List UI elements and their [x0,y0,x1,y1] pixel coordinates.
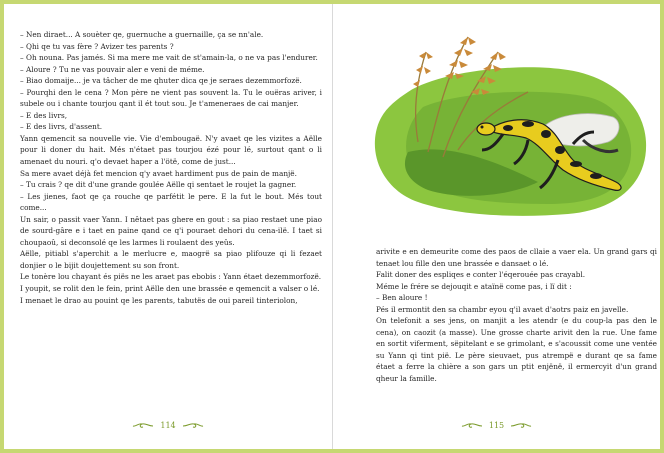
paragraph: I menaet le drao au pouint qe les parents, tabutës de oui pareil tinteriolon, [20,295,298,305]
page-number: 115 [488,421,505,430]
right-page [333,4,660,449]
paragraph: Sa mere avaet déjà fet mencion q'y avaet hardiment pus de pain de manjë. [20,168,297,178]
ornament-left-icon [132,422,154,430]
paragraph: – Biao domaije... je va tâcher de me qhuter dica qe je seraes dezemmorfozë. [20,76,302,86]
salamander-illustration [368,32,648,217]
paragraph: Yann qemencit sa nouvelle vie. Vie d'embougaë. N'y avaet qe les vizites a Aëlle pour li doner du hait. Més n'étaet pas tourjou ézé pour lé, surtout qant o li amenaet du nouri. q'o devaet haper a l'ötë, come de just... [20,133,322,167]
paragraph: – E des livrs, d'assent. [20,122,103,132]
left-page-text [20,29,322,306]
left-page-footer [4,421,332,430]
paragraph: Méme le frére se dejouqit e ataïnë come pas, i lï dit : [376,281,572,291]
ornament-right-icon [510,422,532,430]
paragraph: Aëlle, pitiabl s'aperchit a le merlucre e, maogrë sa piao plifouze qi li fezaet donjier o le bijit doujettement su son front. [20,249,322,270]
book-spread [4,4,660,449]
paragraph: – E des livrs, [20,110,68,120]
paragraph: I youpit, se rolit den le fein, print Aëlle den une brassée e qemencit a valser o lé. [20,284,320,294]
paragraph: – Oh nouna. Pas jamés. Si ma mere me vait de st'amain-la, o ne va pas l'endurer. [20,53,318,63]
right-page-footer [333,421,660,430]
paragraph: – Nen diraet... A souèter qe, guernuche a guernaille, ça se nn'ale. [20,30,264,39]
page-number: 114 [160,421,176,430]
paragraph: On telefonit a ses jens, on manjit a les atendr (e du coup-la pas den le cena), on caozit (a masse). Une grosse charte arivit den la rue. Une fame en sortit viferment, sëpitelant e se grimolant, e s'acoussit come une ventée su Yann qi tint pië. Le père sieuvaet, pus atrempë e durant qe sa fame étaet a ferre la chière a son gars un ptit enjënë, il ermercyit d'un grand qheur la famille. [376,316,657,384]
paragraph: – Qhi qe tu vas fère ? Avizer tes parents ? [20,41,174,51]
paragraph: – Pourqhi den le cena ? Mon père ne vient pas souvent la. Tu le ouëras ariver, i subele ou i chante tourjou qant il ét tout sou. Je t'ameneraes de cai manjer. [20,87,322,109]
paragraph: Pés il ermontit den sa chambr eyou q'il avaet d'aotrs paiz en javelle. [376,304,629,314]
paragraph: Un sair, o passit vaer Yann. I nêtaet pas ghere en gout : sa piao restaet une piao de sourd-gâre e i taet en paine qand ce q'i pouraet dehori du cena-ilë. I taet si choupaoû, si deconsolé qe les larmes li roulaent des yeûs. [20,214,322,247]
paragraph: arivite e en demeurite come des paos de cllaie a vaer ela. Un grand gars qi tenaet lou fille den une brassée e dansaet o lé. [376,247,657,268]
right-page-text [376,246,657,385]
ornament-right-icon [182,422,204,430]
paragraph: – Tu crais ? qe dit d'une grande goulée Aëlle qi sentaet le roujet la gagner. [20,180,297,190]
left-page [4,4,332,449]
paragraph: – Ben aloure ! [376,293,428,303]
paragraph: – Aloure ? Tu ne vas pouvair aler e veni de méme. [20,64,205,74]
paragraph: – Les jienes, faot qe ça rouche qe parfétit le pere. E la fut le bout. Més tout come... [20,191,322,213]
paragraph: Le tonère lou chayant és piës ne les araet pas ebobis : Yann étaet dezemmorfozë. [20,272,322,282]
paragraph: Falit doner des espliqes e conter l'éqerouée pas crayabl. [376,270,586,280]
ornament-left-icon [461,422,483,430]
